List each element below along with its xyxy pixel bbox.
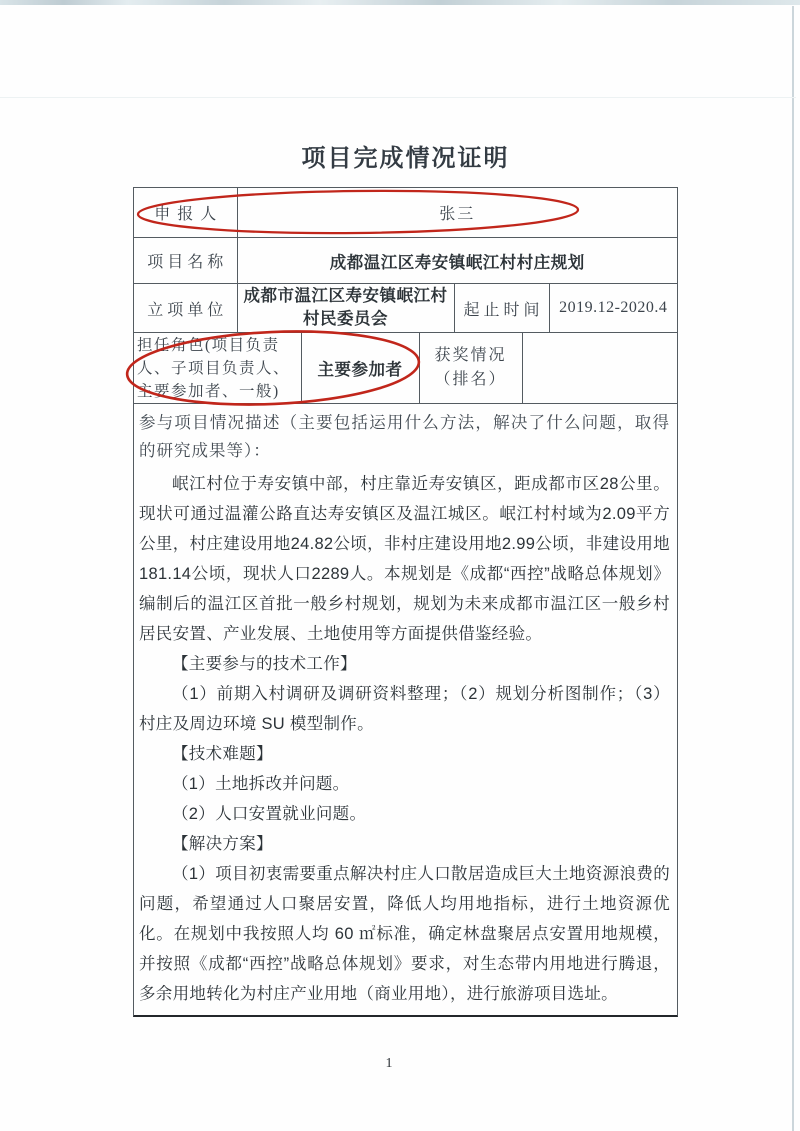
certificate-table: [133, 187, 678, 1017]
description-paragraph: （1）前期入村调研及调研资料整理；（2）规划分析图制作；（3）村庄及周边环境 SU 模型制作。: [139, 685, 670, 733]
scan-edge-top: [0, 0, 800, 5]
table-row-applicant: [134, 188, 677, 238]
award-label: 获奖情况（排名）: [420, 333, 523, 403]
approving-unit-value: 成都市温江区寿安镇岷江村村民委员会: [238, 284, 455, 332]
table-row-role-award: [134, 333, 677, 404]
description-intro: 参与项目情况描述（主要包括运用什么方法，解决了什么问题，取得的研究成果等）：: [139, 413, 670, 460]
description-cell: [134, 404, 677, 1015]
table-row-unit-duration: [134, 284, 677, 333]
description-paragraph: （2）人口安置就业问题。: [172, 805, 367, 823]
duration-label: 起止时间: [455, 284, 550, 332]
description-heading: 【主要参与的技术工作】: [172, 655, 357, 673]
approving-unit-label: 立项单位: [134, 284, 238, 332]
award-value: [523, 333, 678, 403]
scan-edge-right: [792, 6, 794, 1131]
page-number: 1: [385, 1056, 393, 1071]
page-title: 项目完成情况证明: [301, 146, 510, 172]
description-paragraph: 岷江村位于寿安镇中部，村庄靠近寿安镇区，距成都市区28公里。现状可通过温灌公路直达寿安镇区及温江城区。岷江村村域为2.09平方公里，村庄建设用地24.82公顷，非村庄建设用地2.99公顷，非建设用地181.14公顷，现状人口2289人。本规划是《成都“西控”战略总体规划》编制后的温江区首批一般乡村规划，规划为未来成都市温江区一般乡村居民安置、产业发展、土地使用等方面提供借鉴经验。: [139, 475, 670, 643]
table-row-project-name: [134, 238, 677, 284]
project-name-label: 项目名称: [134, 238, 238, 283]
table-row-description: [134, 404, 677, 1015]
role-value: 主要参加者: [302, 333, 420, 403]
applicant-label: 申报人: [134, 188, 238, 237]
duration-value: 2019.12-2020.4: [559, 299, 668, 316]
description-paragraph: （1）土地拆改并问题。: [172, 775, 350, 793]
role-label: 担任角色(项目负责人、子项目负责人、主要参加者、一般): [134, 333, 302, 403]
description-heading: 【解决方案】: [172, 835, 273, 853]
description-heading: 【技术难题】: [172, 745, 273, 763]
description-paragraph: （1）项目初衷需要重点解决村庄人口散居造成巨大土地资源浪费的问题，希望通过人口聚居安置，降低人均用地指标，进行土地资源优化。在规划中我按照人均 60 ㎡标准，确定林盘聚居点安置用地规模，并按照《成都“西控”战略总体规划》要求，对生态带内用地进行腾退，多余用地转化为村庄产业用地（商业用地），进行旅游项目选址。: [139, 865, 670, 1003]
scan-fold-line: [0, 97, 796, 98]
project-name-value: 成都温江区寿安镇岷江村村庄规划: [329, 253, 585, 272]
applicant-value: 张三: [439, 206, 476, 223]
